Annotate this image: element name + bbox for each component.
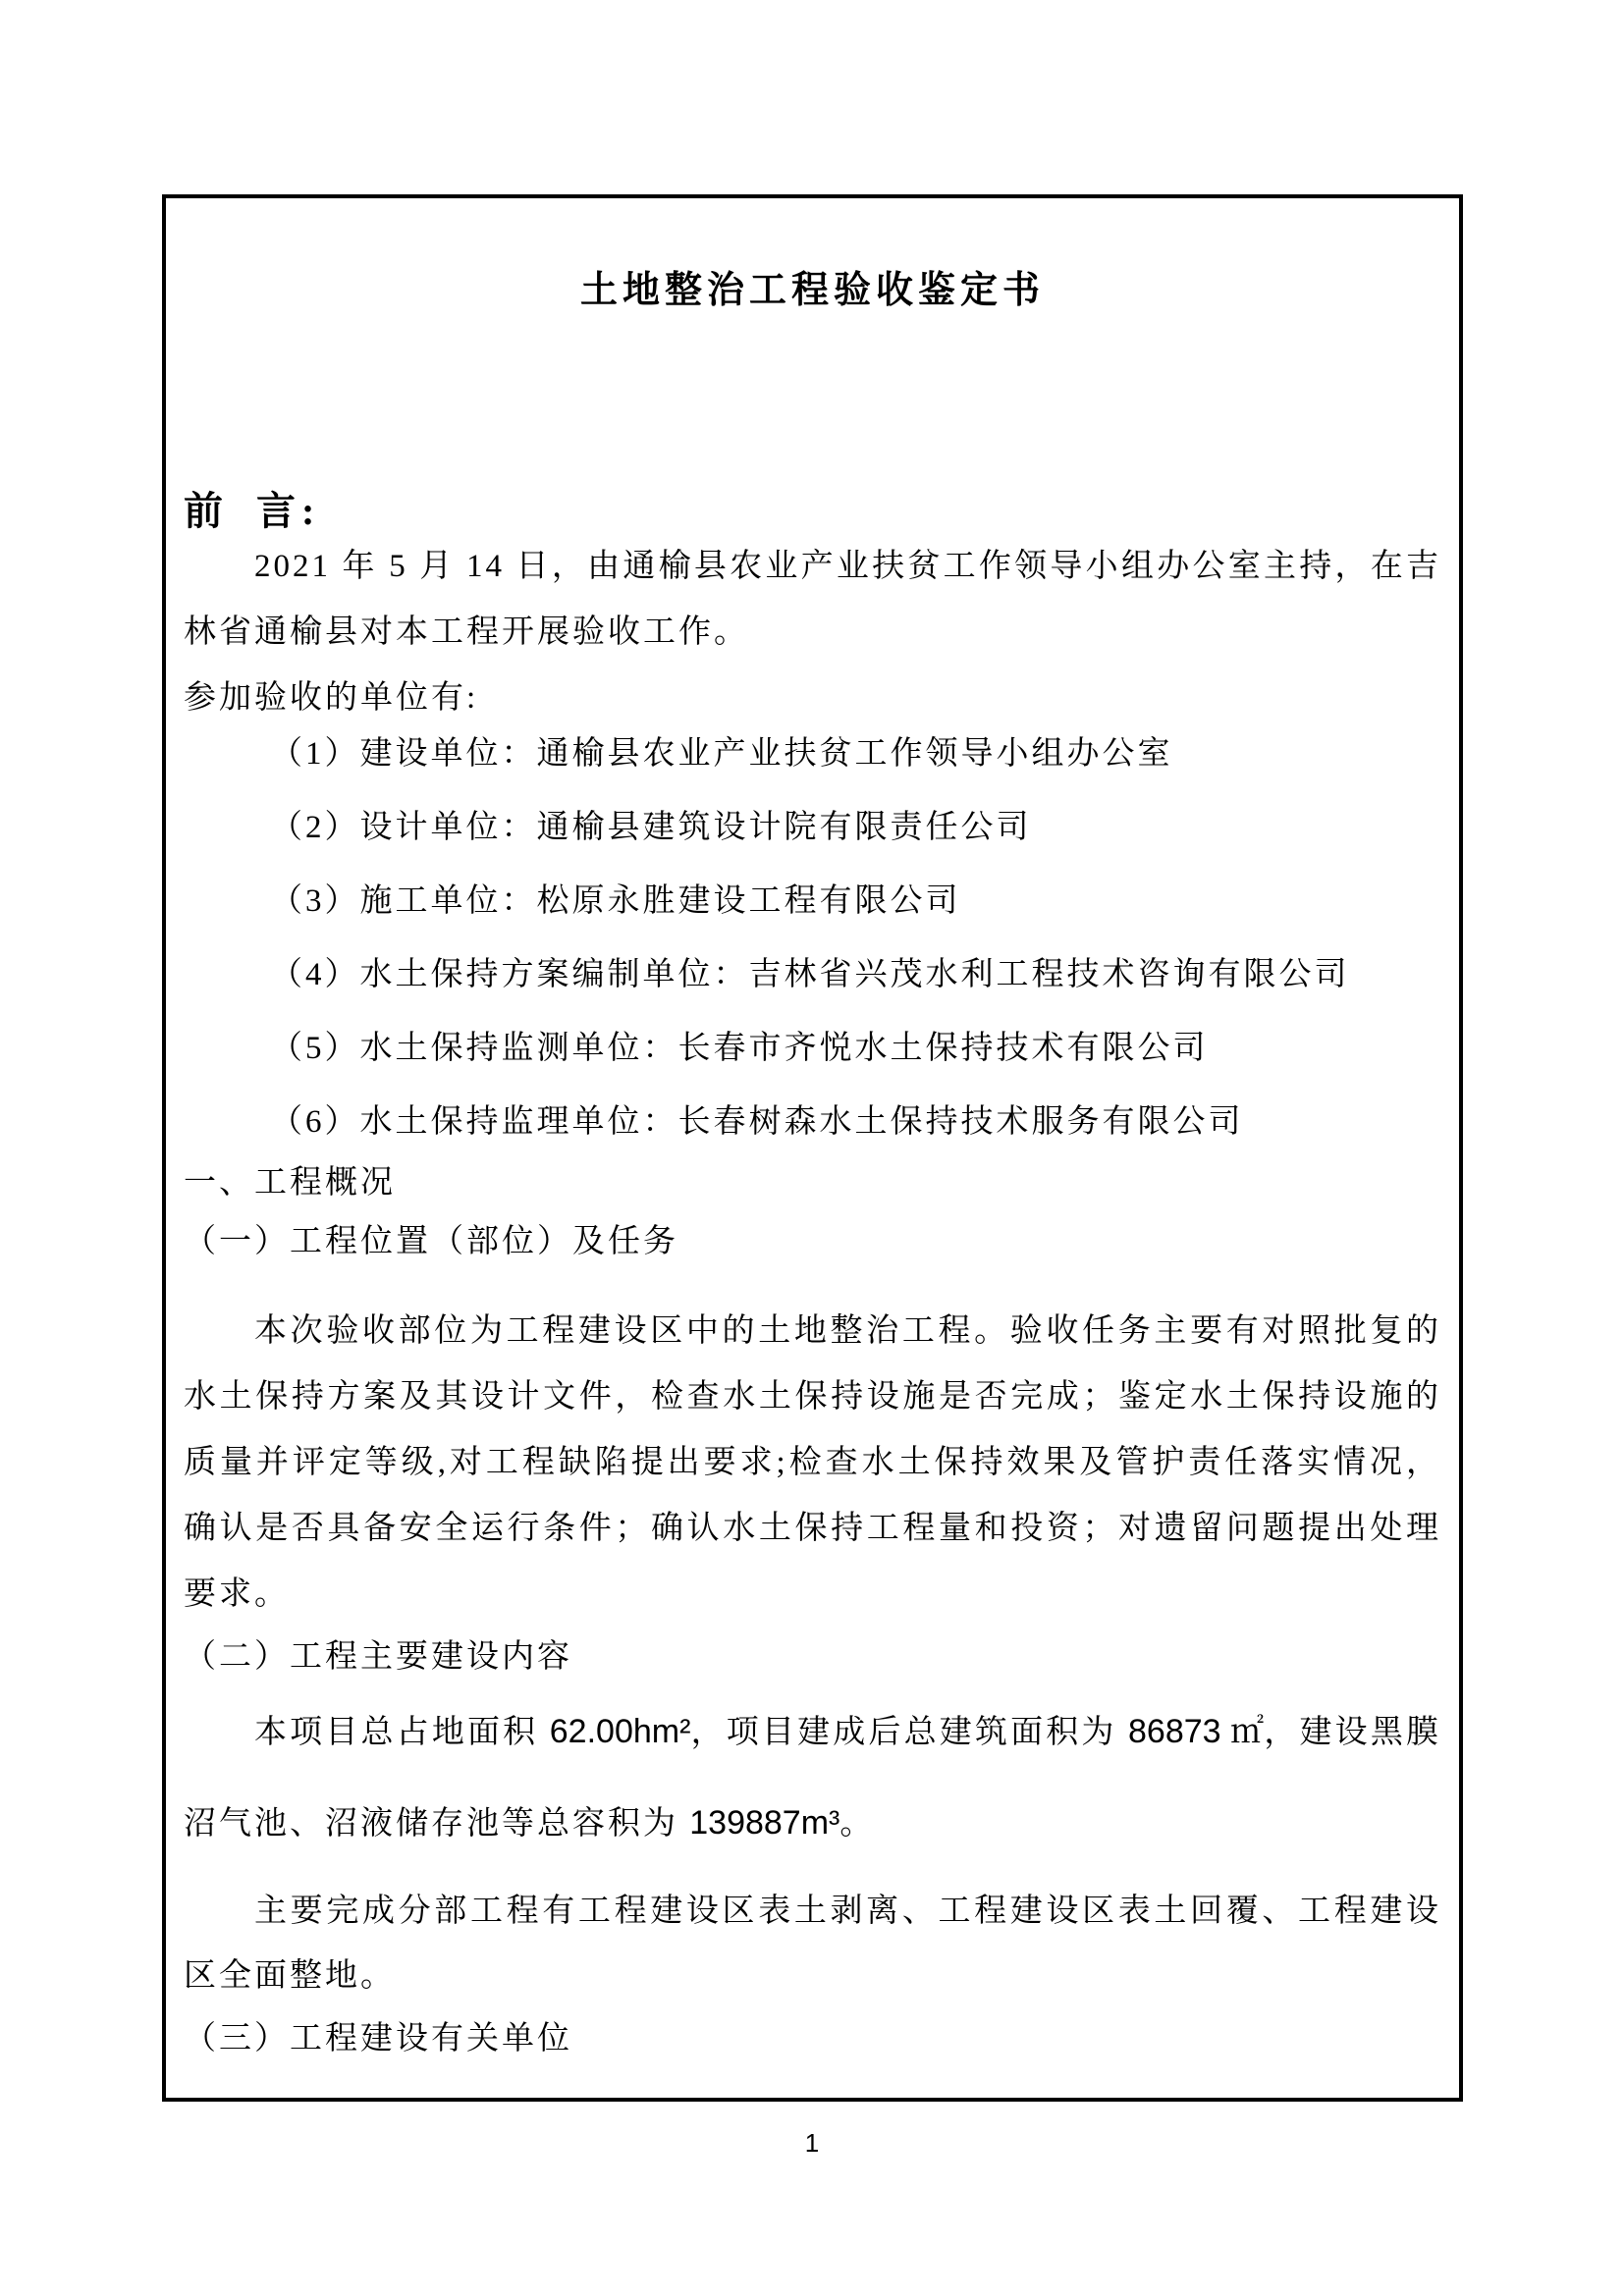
- participant-item-builder-unit: （3）施工单位：松原永胜建设工程有限公司: [270, 883, 961, 919]
- participants-list: [184, 718, 1441, 1159]
- total-volume-value: 139887m³: [689, 1804, 840, 1842]
- participant-item-plan-compilation-unit: （4）水土保持方案编制单位：吉林省兴茂水利工程技术咨询有限公司: [270, 957, 1350, 992]
- participant-item-design-unit: （2）设计单位：通榆县建筑设计院有限责任公司: [270, 810, 1032, 845]
- metrics-text-segment: 。: [839, 1806, 876, 1842]
- metrics-text-segment: ，建设黑膜沼气池、沼液储存池等总容积为: [184, 1715, 1442, 1842]
- participants-label: 参加验收的单位有:: [184, 680, 479, 716]
- section-heading-overview: 一、工程概况: [184, 1165, 396, 1201]
- preface-intro-paragraph: 2021 年 5 月 14 日，由通榆县农业产业扶贫工作领导小组办公室主持，在吉林省通榆县对本工程开展验收工作。: [184, 549, 1441, 650]
- preface-heading: 前 言:: [184, 489, 321, 533]
- location-task-paragraph: 本次验收部位为工程建设区中的土地整治工程。验收任务主要有对照批复的水土保持方案及其设计文件，检查水土保持设施是否完成；鉴定水土保持设施的质量并评定等级,对工程缺陷提出要求;检查水土保持效果及管护责任落实情况，确认是否具备安全运行条件；确认水土保持工程量和投资；对遗留问题提出处理要求。: [184, 1313, 1441, 1612]
- subsection-heading-related-units: （三）工程建设有关单位: [184, 2021, 572, 2056]
- construction-metrics-paragraph: [184, 1686, 1441, 1869]
- metrics-text-segment: ，项目建成后总建筑面积为: [690, 1715, 1129, 1750]
- completed-works-paragraph: 主要完成分部工程有工程建设区表土剥离、工程建设区表土回覆、工程建设区全面整地。: [184, 1894, 1441, 1994]
- participant-item-supervision-unit: （6）水土保持监理单位：长春树森水土保持技术服务有限公司: [270, 1104, 1244, 1140]
- subsection-heading-construction-content: （二）工程主要建设内容: [184, 1639, 572, 1675]
- metrics-text-segment: 本项目总占地面积: [254, 1715, 550, 1750]
- page-number: 1: [804, 2128, 820, 2158]
- total-land-area-value: 62.00hm²: [549, 1713, 691, 1750]
- page-border-frame: [162, 194, 1463, 2102]
- total-building-area-value: 86873 ㎡: [1128, 1713, 1265, 1750]
- document-title: 土地整治工程验收鉴定书: [579, 270, 1045, 311]
- participant-item-construction-unit: （1）建设单位：通榆县农业产业扶贫工作领导小组办公室: [270, 736, 1173, 772]
- subsection-heading-location: （一）工程位置（部位）及任务: [184, 1224, 678, 1259]
- participant-item-monitoring-unit: （5）水土保持监测单位：长春市齐悦水土保持技术有限公司: [270, 1031, 1209, 1066]
